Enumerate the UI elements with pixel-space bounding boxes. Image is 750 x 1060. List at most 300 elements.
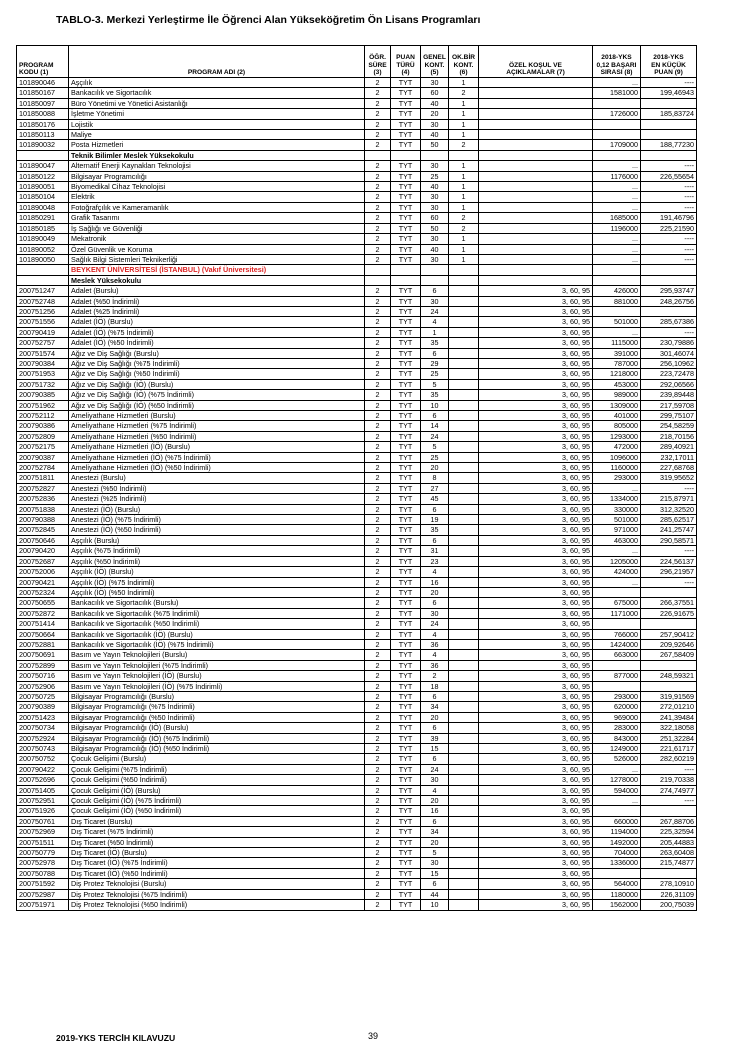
success-rank: 330000 xyxy=(593,504,641,514)
score-type: TYT xyxy=(391,369,421,379)
duration: 2 xyxy=(365,535,391,545)
general-quota: 30 xyxy=(421,296,449,306)
empty-cell xyxy=(479,275,593,285)
score-type: TYT xyxy=(391,119,421,129)
program-code: 200790419 xyxy=(17,327,69,337)
empty-cell xyxy=(17,275,69,285)
success-rank xyxy=(593,119,641,129)
program-code: 101850097 xyxy=(17,98,69,108)
duration: 2 xyxy=(365,639,391,649)
table-row xyxy=(17,816,697,826)
school-first-quota: 1 xyxy=(449,171,479,181)
score-type: TYT xyxy=(391,140,421,150)
program-code: 200752924 xyxy=(17,733,69,743)
success-rank: 1726000 xyxy=(593,109,641,119)
table-row xyxy=(17,764,697,774)
min-score: 191,46796 xyxy=(641,213,697,223)
header-text: AÇIKLAMALAR (7) xyxy=(506,68,565,76)
min-score: 188,77230 xyxy=(641,140,697,150)
program-name: Aşçılık (%50 İndirimli) xyxy=(69,556,365,566)
duration: 2 xyxy=(365,223,391,233)
duration: 2 xyxy=(365,390,391,400)
min-score: 267,88706 xyxy=(641,816,697,826)
special-conditions: 3, 60, 95 xyxy=(479,483,593,493)
duration: 2 xyxy=(365,317,391,327)
header-text: PUAN xyxy=(396,54,415,62)
general-quota: 31 xyxy=(421,546,449,556)
program-name: Anestezi (İÖ) (Burslu) xyxy=(69,504,365,514)
header-text: (4) xyxy=(401,68,410,76)
school-first-quota: 1 xyxy=(449,98,479,108)
school-first-quota xyxy=(449,587,479,597)
program-code: 200752845 xyxy=(17,525,69,535)
success-rank: 472000 xyxy=(593,442,641,452)
special-conditions xyxy=(479,109,593,119)
program-name: Ameliyathane Hizmetleri (İÖ) (%75 İndirimli) xyxy=(69,452,365,462)
table-row xyxy=(17,754,697,764)
min-score: 219,70338 xyxy=(641,775,697,785)
table-row xyxy=(17,608,697,618)
program-code: 200750734 xyxy=(17,723,69,733)
school-first-quota: 2 xyxy=(449,140,479,150)
header-text: (5) xyxy=(430,68,439,76)
special-conditions: 3, 60, 95 xyxy=(479,660,593,670)
program-name: Ameliyathane Hizmetleri (İÖ) (Burslu) xyxy=(69,442,365,452)
score-type: TYT xyxy=(391,650,421,660)
school-first-quota xyxy=(449,629,479,639)
special-conditions xyxy=(479,182,593,192)
min-score: 312,32520 xyxy=(641,504,697,514)
score-type: TYT xyxy=(391,785,421,795)
header-score-type xyxy=(391,46,421,78)
school-first-quota xyxy=(449,296,479,306)
program-name: Aşçılık (İÖ) (Burslu) xyxy=(69,567,365,577)
duration: 2 xyxy=(365,130,391,140)
table-row xyxy=(17,785,697,795)
empty-cell xyxy=(479,265,593,275)
success-rank xyxy=(593,868,641,878)
min-score: 223,72478 xyxy=(641,369,697,379)
success-rank: 1334000 xyxy=(593,494,641,504)
program-name: Ağız ve Diş Sağlığı (%75 İndirimli) xyxy=(69,358,365,368)
general-quota: 4 xyxy=(421,785,449,795)
special-conditions xyxy=(479,161,593,171)
faculty-row xyxy=(17,150,697,160)
score-type: TYT xyxy=(391,473,421,483)
score-type: TYT xyxy=(391,629,421,639)
min-score: 296,21957 xyxy=(641,567,697,577)
header-text: GENEL xyxy=(423,54,446,62)
program-name: Bankacılık ve Sigortacılık (%75 İndirimli) xyxy=(69,608,365,618)
min-score: 274,74977 xyxy=(641,785,697,795)
program-name: Alternatif Enerji Kaynakları Teknolojisi xyxy=(69,161,365,171)
general-quota: 6 xyxy=(421,348,449,358)
program-code: 101890050 xyxy=(17,254,69,264)
program-code: 200751574 xyxy=(17,348,69,358)
min-score: 295,93747 xyxy=(641,286,697,296)
success-rank xyxy=(593,130,641,140)
program-name: Bankacılık ve Sigortacılık (%50 İndirimli) xyxy=(69,619,365,629)
general-quota: 8 xyxy=(421,473,449,483)
duration: 2 xyxy=(365,848,391,858)
program-code: 200750646 xyxy=(17,535,69,545)
empty-cell xyxy=(449,150,479,160)
general-quota: 30 xyxy=(421,119,449,129)
special-conditions: 3, 60, 95 xyxy=(479,619,593,629)
min-score: ---- xyxy=(641,796,697,806)
special-conditions: 3, 60, 95 xyxy=(479,587,593,597)
score-type: TYT xyxy=(391,535,421,545)
duration: 2 xyxy=(365,98,391,108)
table-row xyxy=(17,577,697,587)
score-type: TYT xyxy=(391,317,421,327)
general-quota: 39 xyxy=(421,733,449,743)
program-code: 200752906 xyxy=(17,681,69,691)
duration: 2 xyxy=(365,296,391,306)
program-name: Basım ve Yayın Teknolojileri (İÖ) (Burslu) xyxy=(69,671,365,681)
special-conditions: 3, 60, 95 xyxy=(479,358,593,368)
success-rank: 1709000 xyxy=(593,140,641,150)
min-score: 257,90412 xyxy=(641,629,697,639)
general-quota: 1 xyxy=(421,327,449,337)
success-rank: 704000 xyxy=(593,848,641,858)
min-score: 239,89448 xyxy=(641,390,697,400)
program-code: 101890049 xyxy=(17,234,69,244)
table-row xyxy=(17,182,697,192)
duration: 2 xyxy=(365,567,391,577)
school-first-quota xyxy=(449,764,479,774)
general-quota: 30 xyxy=(421,192,449,202)
duration: 2 xyxy=(365,598,391,608)
program-code: 200750691 xyxy=(17,650,69,660)
program-code: 200790421 xyxy=(17,577,69,587)
special-conditions: 3, 60, 95 xyxy=(479,754,593,764)
program-name: Adalet (İÖ) (%75 İndirimli) xyxy=(69,327,365,337)
duration: 2 xyxy=(365,619,391,629)
special-conditions: 3, 60, 95 xyxy=(479,744,593,754)
duration: 2 xyxy=(365,109,391,119)
table-row xyxy=(17,213,697,223)
duration: 2 xyxy=(365,379,391,389)
general-quota: 30 xyxy=(421,234,449,244)
program-name: İş Sağlığı ve Güvenliği xyxy=(69,223,365,233)
min-score: ---- xyxy=(641,78,697,88)
general-quota: 6 xyxy=(421,504,449,514)
score-type: TYT xyxy=(391,338,421,348)
program-code: 200750788 xyxy=(17,868,69,878)
score-type: TYT xyxy=(391,171,421,181)
table-row xyxy=(17,858,697,868)
general-quota: 6 xyxy=(421,411,449,421)
program-name: Çocuk Gelişimi (%50 İndirimli) xyxy=(69,775,365,785)
school-first-quota xyxy=(449,390,479,400)
success-rank: 1096000 xyxy=(593,452,641,462)
min-score: 319,95652 xyxy=(641,473,697,483)
program-name: Dış Ticaret (İÖ) (Burslu) xyxy=(69,848,365,858)
school-first-quota xyxy=(449,691,479,701)
special-conditions: 3, 60, 95 xyxy=(479,785,593,795)
min-score: 226,31109 xyxy=(641,889,697,899)
score-type: TYT xyxy=(391,463,421,473)
min-score xyxy=(641,306,697,316)
program-code: 200751926 xyxy=(17,806,69,816)
general-quota: 30 xyxy=(421,608,449,618)
score-type: TYT xyxy=(391,660,421,670)
school-first-quota: 2 xyxy=(449,88,479,98)
success-rank xyxy=(593,806,641,816)
success-rank: 1205000 xyxy=(593,556,641,566)
score-type: TYT xyxy=(391,348,421,358)
school-first-quota xyxy=(449,494,479,504)
duration: 2 xyxy=(365,338,391,348)
special-conditions: 3, 60, 95 xyxy=(479,775,593,785)
school-first-quota xyxy=(449,421,479,431)
min-score: 278,10910 xyxy=(641,879,697,889)
table-row xyxy=(17,223,697,233)
university-name: BEYKENT ÜNİVERSİTESİ (İSTANBUL) (Vakıf Üniversitesi) xyxy=(69,265,365,275)
duration: 2 xyxy=(365,868,391,878)
program-code: 200750752 xyxy=(17,754,69,764)
min-score: 241,39484 xyxy=(641,712,697,722)
school-first-quota xyxy=(449,619,479,629)
duration: 2 xyxy=(365,816,391,826)
special-conditions: 3, 60, 95 xyxy=(479,411,593,421)
min-score: 301,46074 xyxy=(641,348,697,358)
duration: 2 xyxy=(365,691,391,701)
score-type: TYT xyxy=(391,525,421,535)
score-type: TYT xyxy=(391,213,421,223)
success-rank: 1218000 xyxy=(593,369,641,379)
general-quota: 30 xyxy=(421,78,449,88)
special-conditions: 3, 60, 95 xyxy=(479,712,593,722)
table-row xyxy=(17,535,697,545)
special-conditions xyxy=(479,88,593,98)
table-row xyxy=(17,639,697,649)
success-rank: 426000 xyxy=(593,286,641,296)
score-type: TYT xyxy=(391,130,421,140)
school-first-quota xyxy=(449,754,479,764)
score-type: TYT xyxy=(391,182,421,192)
school-first-quota xyxy=(449,639,479,649)
program-name: Ameliyathane Hizmetleri (İÖ) (%50 İndirimli) xyxy=(69,463,365,473)
duration: 2 xyxy=(365,806,391,816)
school-first-quota xyxy=(449,546,479,556)
general-quota: 40 xyxy=(421,98,449,108)
duration: 2 xyxy=(365,785,391,795)
program-code: 101890032 xyxy=(17,140,69,150)
school-first-quota: 1 xyxy=(449,130,479,140)
duration: 2 xyxy=(365,754,391,764)
program-code: 200751732 xyxy=(17,379,69,389)
program-code: 200790389 xyxy=(17,702,69,712)
min-score: 285,62517 xyxy=(641,515,697,525)
special-conditions xyxy=(479,140,593,150)
program-code: 200752006 xyxy=(17,567,69,577)
program-code: 200751511 xyxy=(17,837,69,847)
header-text: PROGRAM ADI (2) xyxy=(187,68,246,76)
score-type: TYT xyxy=(391,379,421,389)
special-conditions: 3, 60, 95 xyxy=(479,577,593,587)
score-type: TYT xyxy=(391,327,421,337)
school-first-quota: 1 xyxy=(449,161,479,171)
program-name: Anestezi (Burslu) xyxy=(69,473,365,483)
table-row xyxy=(17,681,697,691)
program-name: Anestezi (İÖ) (%50 İndirimli) xyxy=(69,525,365,535)
score-type: TYT xyxy=(391,681,421,691)
general-quota: 29 xyxy=(421,358,449,368)
score-type: TYT xyxy=(391,254,421,264)
score-type: TYT xyxy=(391,78,421,88)
program-name: Diş Protez Teknolojisi (%75 İndirimli) xyxy=(69,889,365,899)
table-row xyxy=(17,598,697,608)
general-quota: 20 xyxy=(421,109,449,119)
duration: 2 xyxy=(365,733,391,743)
general-quota: 40 xyxy=(421,130,449,140)
program-code: 200751556 xyxy=(17,317,69,327)
success-rank: 881000 xyxy=(593,296,641,306)
special-conditions xyxy=(479,192,593,202)
program-name: Bilgisayar Programcılığı (İÖ) (%50 İndirimli) xyxy=(69,744,365,754)
school-first-quota xyxy=(449,660,479,670)
success-rank xyxy=(593,681,641,691)
score-type: TYT xyxy=(391,244,421,254)
min-score: 319,91569 xyxy=(641,691,697,701)
general-quota: 15 xyxy=(421,744,449,754)
success-rank: 877000 xyxy=(593,671,641,681)
special-conditions xyxy=(479,98,593,108)
general-quota: 50 xyxy=(421,140,449,150)
table-row xyxy=(17,452,697,462)
program-code: 101850104 xyxy=(17,192,69,202)
min-score: 285,67386 xyxy=(641,317,697,327)
general-quota: 15 xyxy=(421,868,449,878)
min-score xyxy=(641,619,697,629)
min-score: 226,55654 xyxy=(641,171,697,181)
special-conditions: 3, 60, 95 xyxy=(479,702,593,712)
general-quota: 35 xyxy=(421,390,449,400)
min-score: 218,70156 xyxy=(641,431,697,441)
program-name: Lojistik xyxy=(69,119,365,129)
special-conditions: 3, 60, 95 xyxy=(479,567,593,577)
success-rank: 501000 xyxy=(593,515,641,525)
program-name: Grafik Tasarımı xyxy=(69,213,365,223)
score-type: TYT xyxy=(391,712,421,722)
min-score: 299,75107 xyxy=(641,411,697,421)
school-first-quota xyxy=(449,306,479,316)
table-row xyxy=(17,88,697,98)
table-row xyxy=(17,348,697,358)
table-row xyxy=(17,723,697,733)
table-row xyxy=(17,400,697,410)
program-name: Posta Hizmetleri xyxy=(69,140,365,150)
program-code: 200752809 xyxy=(17,431,69,441)
table-row xyxy=(17,317,697,327)
general-quota: 24 xyxy=(421,306,449,316)
duration: 2 xyxy=(365,473,391,483)
header-text: (3) xyxy=(373,68,382,76)
score-type: TYT xyxy=(391,598,421,608)
min-score: 199,46943 xyxy=(641,88,697,98)
duration: 2 xyxy=(365,161,391,171)
school-first-quota: 1 xyxy=(449,254,479,264)
header-text: ÖZEL KOŞUL VE xyxy=(509,61,562,69)
special-conditions: 3, 60, 95 xyxy=(479,827,593,837)
program-name: Anestezi (İÖ) (%75 İndirimli) xyxy=(69,515,365,525)
program-name: Sağlık Bilgi Sistemleri Teknikerliği xyxy=(69,254,365,264)
table-row xyxy=(17,119,697,129)
score-type: TYT xyxy=(391,400,421,410)
header-text: SÜRE xyxy=(368,61,387,69)
program-code: 101890048 xyxy=(17,202,69,212)
success-rank: 293000 xyxy=(593,691,641,701)
header-text: KONT. xyxy=(453,61,474,69)
score-type: TYT xyxy=(391,161,421,171)
program-name: Dış Ticaret (Burslu) xyxy=(69,816,365,826)
success-rank: ... xyxy=(593,161,641,171)
program-name: Bilgisayar Programcılığı (İÖ) (Burslu) xyxy=(69,723,365,733)
empty-cell xyxy=(391,265,421,275)
school-first-quota xyxy=(449,712,479,722)
school-first-quota xyxy=(449,858,479,868)
duration: 2 xyxy=(365,192,391,202)
school-first-quota: 1 xyxy=(449,244,479,254)
program-name: Özel Güvenlik ve Koruma xyxy=(69,244,365,254)
header-text: (6) xyxy=(459,68,468,76)
program-code: 200751423 xyxy=(17,712,69,722)
min-score: 322,18058 xyxy=(641,723,697,733)
general-quota: 34 xyxy=(421,702,449,712)
program-code: 200790387 xyxy=(17,452,69,462)
success-rank: 463000 xyxy=(593,535,641,545)
duration: 2 xyxy=(365,608,391,618)
program-name: Dış Ticaret (%75 İndirimli) xyxy=(69,827,365,837)
program-name: Ağız ve Diş Sağlığı (Burslu) xyxy=(69,348,365,358)
score-type: TYT xyxy=(391,827,421,837)
general-quota: 30 xyxy=(421,254,449,264)
min-score: 225,32594 xyxy=(641,827,697,837)
duration: 2 xyxy=(365,421,391,431)
score-type: TYT xyxy=(391,796,421,806)
special-conditions: 3, 60, 95 xyxy=(479,379,593,389)
school-first-quota xyxy=(449,785,479,795)
score-type: TYT xyxy=(391,515,421,525)
general-quota: 6 xyxy=(421,754,449,764)
program-code: 101890046 xyxy=(17,78,69,88)
special-conditions: 3, 60, 95 xyxy=(479,598,593,608)
table-row xyxy=(17,338,697,348)
duration: 2 xyxy=(365,556,391,566)
general-quota: 18 xyxy=(421,681,449,691)
duration: 2 xyxy=(365,306,391,316)
school-first-quota xyxy=(449,431,479,441)
score-type: TYT xyxy=(391,775,421,785)
duration: 2 xyxy=(365,358,391,368)
min-score: ---- xyxy=(641,192,697,202)
program-code: 200790385 xyxy=(17,390,69,400)
min-score xyxy=(641,98,697,108)
program-code: 200751405 xyxy=(17,785,69,795)
min-score: ---- xyxy=(641,546,697,556)
success-rank: 391000 xyxy=(593,348,641,358)
empty-cell xyxy=(449,275,479,285)
general-quota: 36 xyxy=(421,660,449,670)
empty-cell xyxy=(17,265,69,275)
score-type: TYT xyxy=(391,723,421,733)
score-type: TYT xyxy=(391,733,421,743)
general-quota: 6 xyxy=(421,816,449,826)
general-quota: 4 xyxy=(421,629,449,639)
program-name: Çocuk Gelişimi (İÖ) (%75 İndirimli) xyxy=(69,796,365,806)
